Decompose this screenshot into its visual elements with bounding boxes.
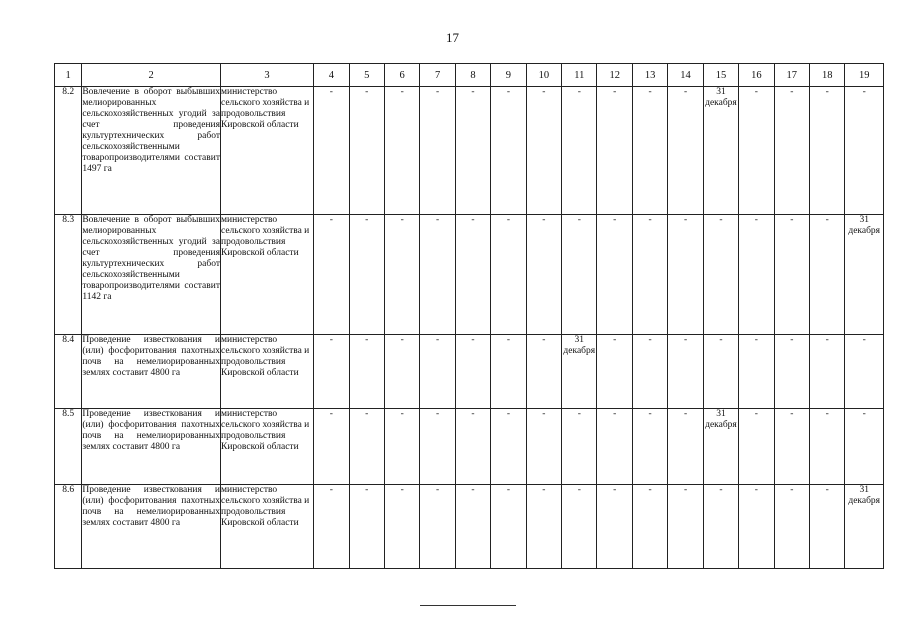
header-cell: 15 — [703, 64, 738, 87]
deadline-date: 31 декабря — [705, 87, 737, 108]
dash-cell — [455, 485, 490, 569]
dash-mark: - — [365, 87, 369, 97]
dash-mark: - — [613, 215, 617, 225]
dash-cell — [668, 409, 703, 485]
dash-cell — [349, 335, 384, 409]
dash-cell — [774, 409, 809, 485]
dash-mark: - — [365, 335, 369, 345]
deadline-date: 31 декабря — [848, 215, 881, 236]
dash-mark: - — [471, 485, 475, 495]
dash-mark: - — [542, 87, 546, 97]
dash-cell — [526, 87, 561, 215]
dash-mark: - — [471, 335, 475, 345]
dash-cell — [349, 409, 384, 485]
dash-cell — [526, 215, 561, 335]
dash-cell — [703, 485, 738, 569]
dash-mark: - — [436, 215, 440, 225]
dash-mark: - — [683, 87, 688, 97]
dash-mark: - — [506, 215, 511, 225]
dash-cell — [597, 215, 632, 335]
dash-cell — [632, 335, 667, 409]
header-cell: 6 — [384, 64, 419, 87]
dash-cell — [597, 335, 632, 409]
dash-mark: - — [683, 335, 688, 345]
dash-cell — [314, 485, 349, 569]
dash-cell — [774, 485, 809, 569]
dash-mark: - — [790, 485, 794, 495]
table-row — [55, 409, 884, 485]
activity-description: Проведение известкования и (или) фосфоритования пахотных почв на немелиорированных землях составит 4800 га — [82, 409, 221, 485]
dash-cell — [314, 409, 349, 485]
dash-cell — [491, 215, 526, 335]
responsible-executor: министерство сельского хозяйства и продовольствия Кировской области — [221, 215, 314, 335]
header-cell: 7 — [420, 64, 455, 87]
deadline-date: 31 декабря — [705, 409, 737, 430]
dash-mark: - — [683, 409, 688, 419]
header-cell: 10 — [526, 64, 561, 87]
dash-cell — [668, 485, 703, 569]
dash-cell — [632, 485, 667, 569]
header-cell: 16 — [739, 64, 774, 87]
dash-cell — [739, 409, 774, 485]
header-cell: 14 — [668, 64, 703, 87]
table-row — [55, 215, 884, 335]
dash-mark: - — [365, 409, 369, 419]
dash-cell — [562, 87, 597, 215]
dash-mark: - — [400, 409, 404, 419]
dash-mark: - — [365, 485, 369, 495]
dash-mark: - — [719, 485, 723, 495]
dash-cell — [562, 409, 597, 485]
dash-cell — [420, 335, 455, 409]
header-cell: 4 — [314, 64, 349, 87]
dash-mark: - — [754, 409, 758, 419]
header-cell: 1 — [55, 64, 82, 87]
dash-mark: - — [825, 409, 829, 419]
dash-mark: - — [329, 409, 333, 419]
dash-mark: - — [790, 335, 794, 345]
header-cell: 17 — [774, 64, 809, 87]
dash-cell — [384, 87, 419, 215]
dash-cell — [562, 215, 597, 335]
dash-cell — [810, 87, 845, 215]
deadline-cell — [562, 335, 597, 409]
dash-mark: - — [436, 485, 440, 495]
dash-mark: - — [329, 87, 333, 97]
plan-body — [55, 87, 884, 569]
dash-mark: - — [542, 485, 546, 495]
dash-cell — [455, 335, 490, 409]
dash-mark: - — [577, 485, 581, 495]
dash-cell — [420, 87, 455, 215]
deadline-cell — [845, 485, 884, 569]
row-number: 8.5 — [55, 409, 82, 485]
dash-mark: - — [648, 335, 652, 345]
dash-cell — [491, 409, 526, 485]
dash-cell — [845, 409, 884, 485]
dash-cell — [774, 335, 809, 409]
dash-mark: - — [365, 215, 369, 225]
dash-cell — [774, 215, 809, 335]
responsible-executor: министерство сельского хозяйства и продовольствия Кировской области — [221, 87, 314, 215]
dash-cell — [314, 87, 349, 215]
dash-mark: - — [471, 409, 475, 419]
dash-cell — [739, 485, 774, 569]
dash-cell — [384, 215, 419, 335]
dash-mark: - — [754, 215, 758, 225]
dash-mark: - — [436, 409, 440, 419]
header-cell: 11 — [562, 64, 597, 87]
dash-mark: - — [754, 485, 758, 495]
dash-cell — [632, 87, 667, 215]
dash-mark: - — [471, 87, 475, 97]
deadline-date: 31 декабря — [563, 335, 596, 356]
dash-mark: - — [400, 87, 404, 97]
dash-mark: - — [683, 215, 688, 225]
dash-mark: - — [613, 87, 617, 97]
header-row — [55, 64, 884, 87]
row-number: 8.3 — [55, 215, 82, 335]
table-row — [55, 87, 884, 215]
deadline-date: 31 декабря — [848, 485, 881, 506]
dash-cell — [703, 215, 738, 335]
dash-mark: - — [648, 87, 652, 97]
dash-mark: - — [862, 87, 866, 97]
plan-table — [54, 63, 884, 569]
dash-mark: - — [613, 335, 617, 345]
dash-mark: - — [648, 485, 652, 495]
dash-cell — [491, 87, 526, 215]
dash-cell — [668, 215, 703, 335]
dash-cell — [420, 409, 455, 485]
dash-mark: - — [436, 87, 440, 97]
dash-cell — [810, 215, 845, 335]
dash-mark: - — [825, 485, 829, 495]
dash-cell — [632, 215, 667, 335]
dash-mark: - — [400, 335, 404, 345]
dash-mark: - — [329, 335, 333, 345]
dash-cell — [314, 335, 349, 409]
dash-mark: - — [719, 215, 723, 225]
dash-mark: - — [790, 215, 794, 225]
dash-cell — [526, 409, 561, 485]
activity-description: Вовлечение в оборот выбывших мелиорированных сельскохозяйственных угодий за счет проведения культуртехнических работ сельскохозяйственными товаропроизводителями составит 1142 га — [82, 215, 221, 335]
activity-description: Вовлечение в оборот выбывших мелиорированных сельскохозяйственных угодий за счет проведения культуртехнических работ сельскохозяйственными товаропроизводителями составит 1497 га — [82, 87, 221, 215]
dash-mark: - — [825, 87, 829, 97]
dash-mark: - — [613, 485, 617, 495]
footnote-divider — [420, 605, 516, 606]
responsible-executor: министерство сельского хозяйства и продовольствия Кировской области — [221, 485, 314, 569]
dash-mark: - — [862, 335, 866, 345]
dash-cell — [526, 485, 561, 569]
row-number: 8.2 — [55, 87, 82, 215]
dash-mark: - — [754, 87, 758, 97]
dash-cell — [774, 87, 809, 215]
dash-mark: - — [506, 485, 511, 495]
dash-cell — [845, 87, 884, 215]
dash-mark: - — [825, 335, 829, 345]
dash-cell — [810, 335, 845, 409]
dash-mark: - — [506, 335, 511, 345]
responsible-executor: министерство сельского хозяйства и продовольствия Кировской области — [221, 335, 314, 409]
dash-cell — [703, 335, 738, 409]
dash-cell — [597, 485, 632, 569]
header-cell: 2 — [82, 64, 221, 87]
responsible-executor: министерство сельского хозяйства и продовольствия Кировской области — [221, 409, 314, 485]
dash-mark: - — [648, 215, 652, 225]
dash-mark: - — [577, 87, 581, 97]
dash-cell — [810, 409, 845, 485]
dash-cell — [455, 87, 490, 215]
dash-cell — [668, 87, 703, 215]
dash-cell — [632, 409, 667, 485]
dash-cell — [739, 335, 774, 409]
dash-mark: - — [542, 335, 546, 345]
dash-cell — [455, 409, 490, 485]
dash-cell — [420, 215, 455, 335]
dash-cell — [455, 215, 490, 335]
dash-cell — [562, 485, 597, 569]
page-number: 17 — [446, 30, 459, 45]
dash-cell — [349, 87, 384, 215]
header-cell: 8 — [455, 64, 490, 87]
activity-description: Проведение известкования и (или) фосфоритования пахотных почв на немелиорированных землях составит 4800 га — [82, 335, 221, 409]
dash-cell — [314, 215, 349, 335]
dash-cell — [491, 485, 526, 569]
dash-mark: - — [719, 335, 723, 345]
dash-mark: - — [471, 215, 475, 225]
dash-cell — [597, 409, 632, 485]
table-row — [55, 485, 884, 569]
dash-mark: - — [613, 409, 617, 419]
dash-cell — [349, 215, 384, 335]
header-cell: 18 — [810, 64, 845, 87]
dash-cell — [810, 485, 845, 569]
dash-cell — [845, 335, 884, 409]
header-cell: 19 — [845, 64, 884, 87]
header-cell: 5 — [349, 64, 384, 87]
dash-mark: - — [862, 409, 866, 419]
deadline-cell — [703, 87, 738, 215]
dash-cell — [668, 335, 703, 409]
row-number: 8.4 — [55, 335, 82, 409]
dash-mark: - — [542, 409, 546, 419]
dash-mark: - — [754, 335, 758, 345]
deadline-cell — [703, 409, 738, 485]
dash-cell — [739, 87, 774, 215]
deadline-cell — [845, 215, 884, 335]
dash-mark: - — [577, 409, 581, 419]
dash-mark: - — [825, 215, 829, 225]
dash-cell — [384, 485, 419, 569]
dash-mark: - — [577, 215, 581, 225]
dash-mark: - — [329, 215, 333, 225]
activity-description: Проведение известкования и (или) фосфоритования пахотных почв на немелиорированных землях составит 4800 га — [82, 485, 221, 569]
dash-cell — [384, 409, 419, 485]
dash-mark: - — [648, 409, 652, 419]
dash-mark: - — [790, 409, 794, 419]
dash-cell — [526, 335, 561, 409]
dash-cell — [420, 485, 455, 569]
dash-cell — [349, 485, 384, 569]
header-cell: 12 — [597, 64, 632, 87]
dash-mark: - — [790, 87, 794, 97]
dash-mark: - — [683, 485, 688, 495]
dash-mark: - — [506, 87, 511, 97]
header-cell: 3 — [221, 64, 314, 87]
dash-mark: - — [506, 409, 511, 419]
dash-mark: - — [400, 485, 404, 495]
dash-mark: - — [329, 485, 333, 495]
dash-mark: - — [436, 335, 440, 345]
header-cell: 13 — [632, 64, 667, 87]
dash-mark: - — [542, 215, 546, 225]
dash-cell — [739, 215, 774, 335]
header-cell: 9 — [491, 64, 526, 87]
dash-cell — [491, 335, 526, 409]
table-row — [55, 335, 884, 409]
row-number: 8.6 — [55, 485, 82, 569]
dash-mark: - — [400, 215, 404, 225]
dash-cell — [597, 87, 632, 215]
dash-cell — [384, 335, 419, 409]
